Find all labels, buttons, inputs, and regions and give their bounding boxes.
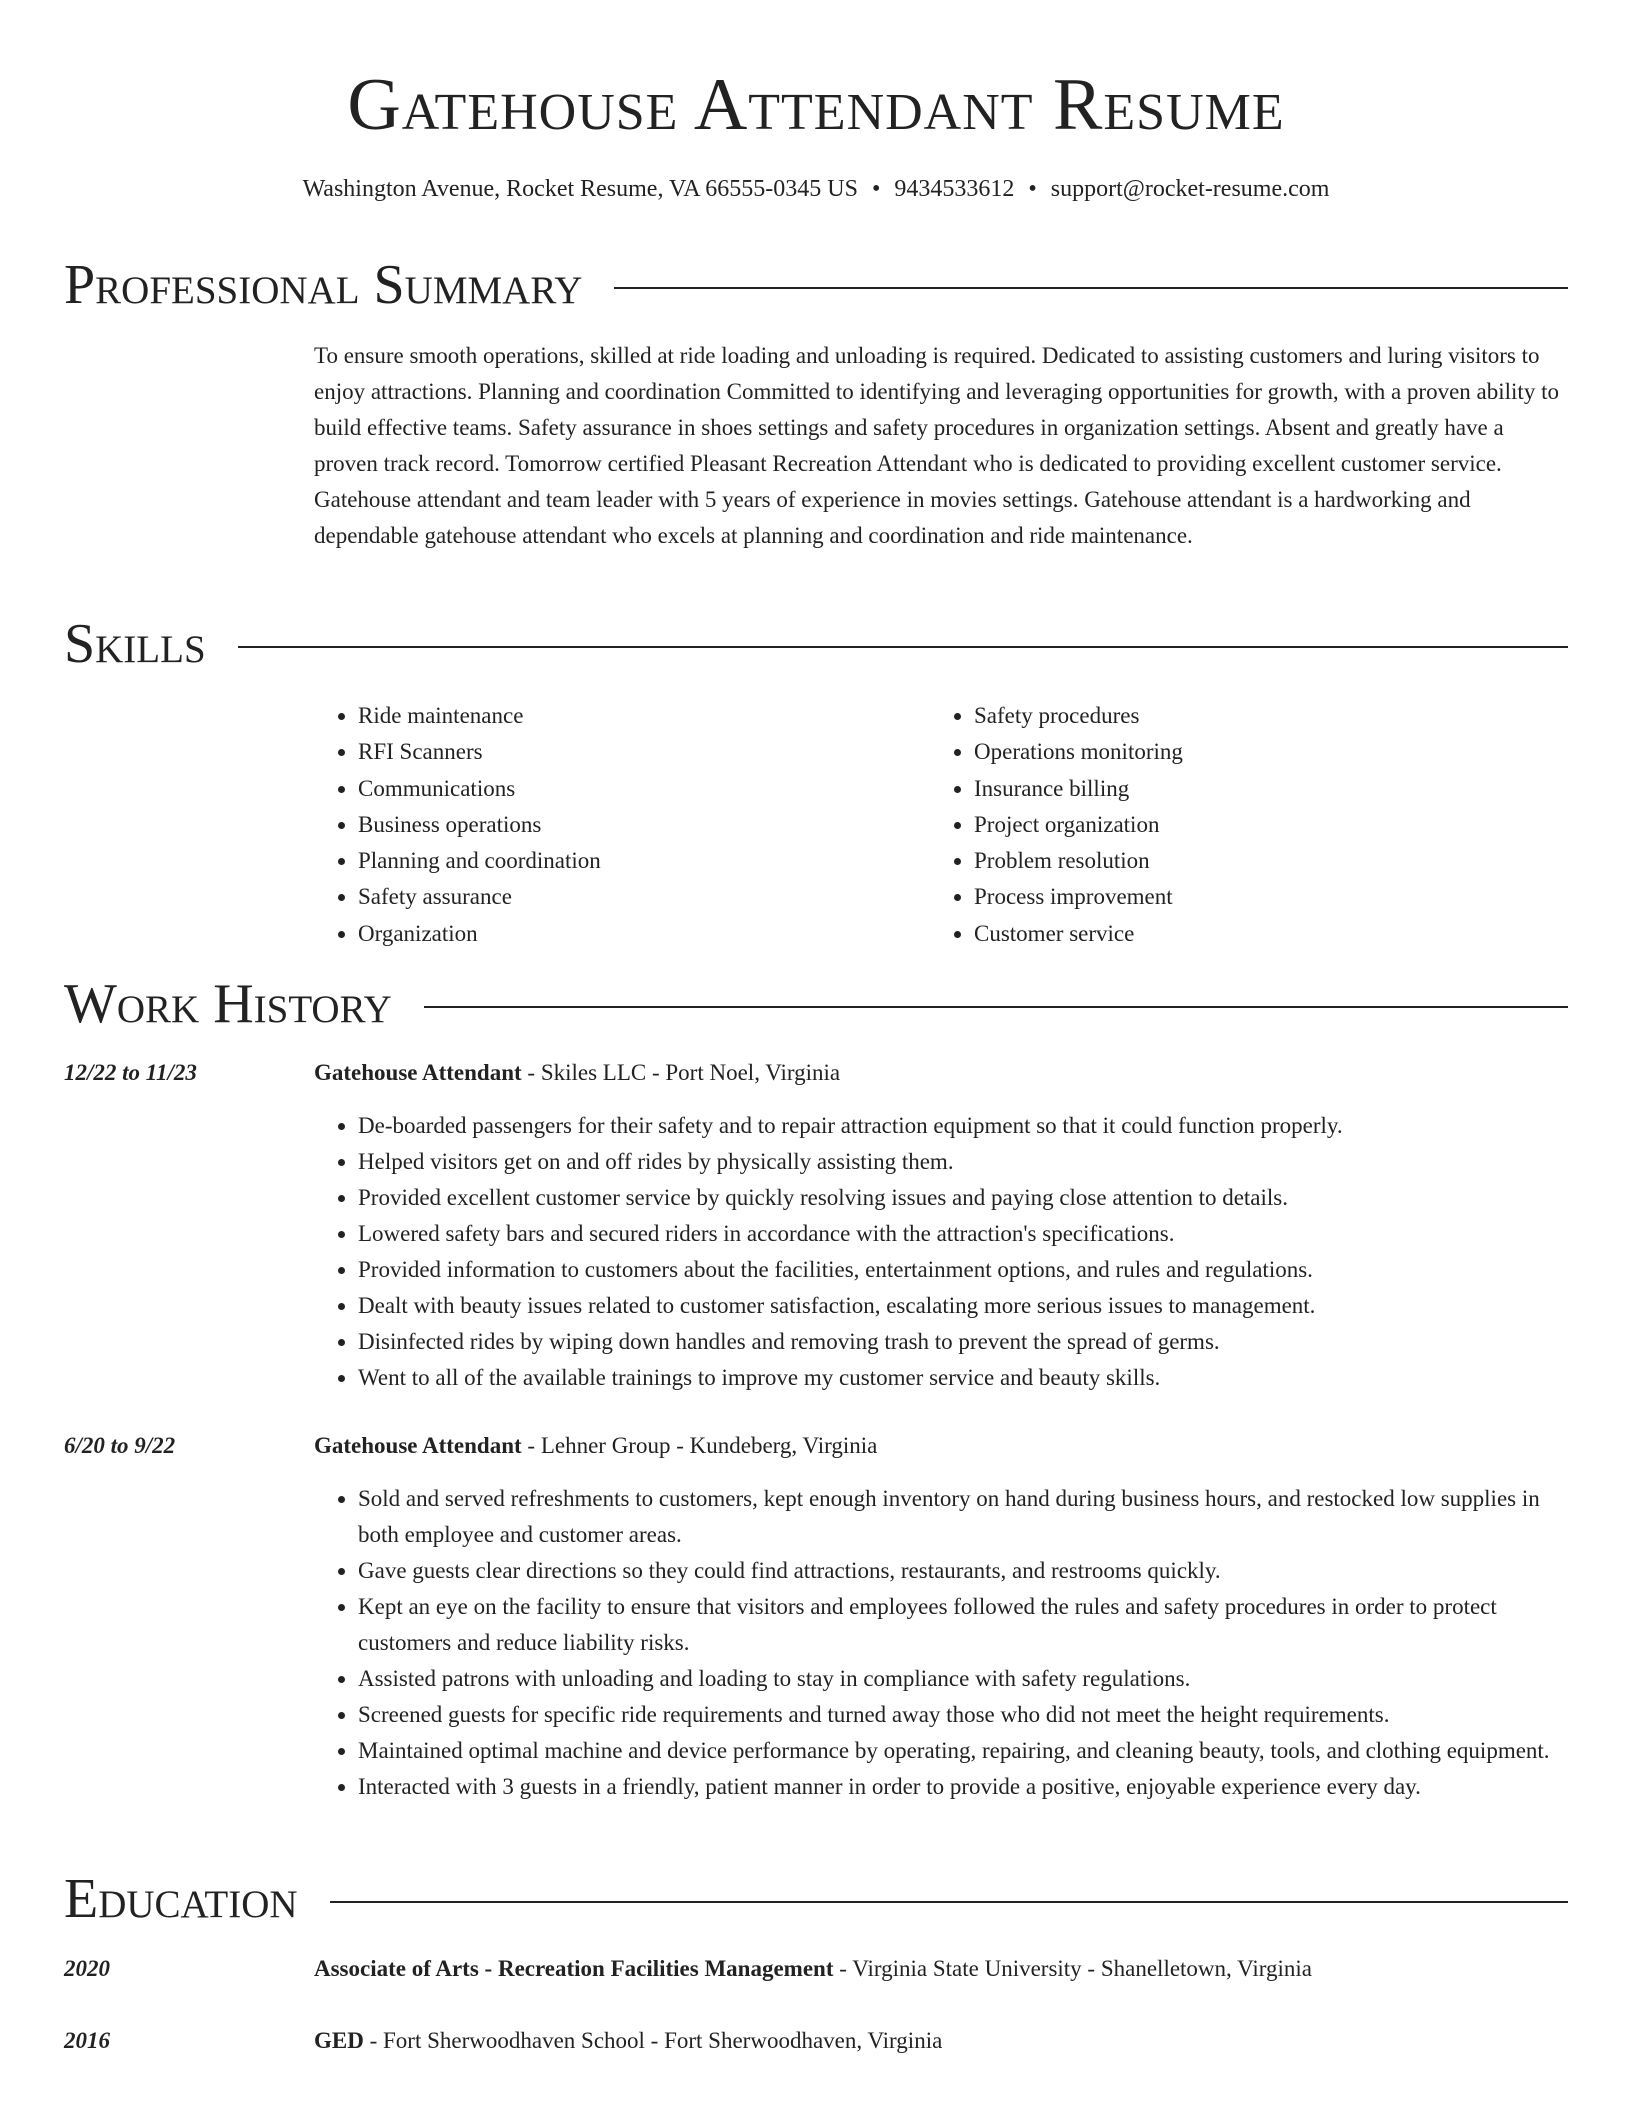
job-bullets [314, 1108, 1570, 1396]
work-heading: Work History [64, 973, 392, 1035]
skill-item: • Organization [358, 916, 930, 952]
skills-heading: Skills [64, 613, 206, 675]
skills-column-right [930, 698, 1546, 952]
skill-item: • Problem resolution [974, 843, 1546, 879]
job-bullet: • Helped visitors get on and off rides by physically assisting them. [358, 1144, 1570, 1180]
contact-separator: • [871, 176, 881, 202]
skill-item: • Ride maintenance [358, 698, 930, 734]
job-bullet: • Assisted patrons with unloading and loading to stay in compliance with safety regulations. [358, 1661, 1570, 1697]
job-heading [314, 1056, 1570, 1090]
job-title: Gatehouse Attendant [314, 1060, 522, 1085]
skill-item: • Project organization [974, 807, 1546, 843]
job-heading [314, 1429, 1570, 1463]
contact-phone: 9434533612 [894, 176, 1015, 202]
education-heading: Education [64, 1868, 298, 1930]
skill-item: • Communications [358, 771, 930, 807]
job-bullet: • Went to all of the available trainings to improve my customer service and beauty skills. [358, 1360, 1570, 1396]
education-year: 2020 [64, 1956, 110, 1981]
job-bullet: • Dealt with beauty issues related to customer satisfaction, escalating more serious issues to management. [358, 1288, 1570, 1324]
education-details: - Fort Sherwoodhaven School - Fort Sherwoodhaven, Virginia [363, 2028, 943, 2053]
skill-item: • Process improvement [974, 879, 1546, 915]
contact-line [0, 172, 1632, 206]
job-bullet: • Maintained optimal machine and device performance by operating, repairing, and cleaning beauty, tools, and clothing equipment. [358, 1733, 1570, 1769]
job-details: - Skiles LLC - Port Noel, Virginia [521, 1060, 841, 1085]
job-dates: 12/22 to 11/23 [64, 1060, 197, 1085]
section-divider [614, 287, 1568, 289]
summary-text: To ensure smooth operations, skilled at ride loading and unloading is required. Dedicated to assisting customers and luring visitors to enjoy attractions. Planning and coordination Committed to identifying and leveraging opportunities for growth, with a proven ability to build effective teams. Safety assurance in shoes settings and safety procedures in organization settings. Absent and greatly have a proven track record. Tomorrow certified Pleasant Recreation Attendant who is dedicated to providing excellent customer service. Gatehouse attendant and team leader with 5 years of experience in movies settings. Gatehouse attendant is a hardworking and dependable gatehouse attendant who excels at planning and coordination and ride maintenance. [314, 343, 1559, 548]
skill-item: • Operations monitoring [974, 734, 1546, 770]
contact-email: support@rocket-resume.com [1050, 176, 1330, 202]
job-bullet: • Provided excellent customer service by quickly resolving issues and paying close attention to details. [358, 1180, 1570, 1216]
skills-section-header [64, 612, 1568, 676]
education-details: - Virginia State University - Shanelletown, Virginia [833, 1956, 1312, 1981]
skill-item: • Safety procedures [974, 698, 1546, 734]
job-bullet: • Interacted with 3 guests in a friendly, patient manner in order to provide a positive, enjoyable experience every day. [358, 1769, 1570, 1805]
job-bullets [314, 1481, 1570, 1805]
skills-column-left [314, 698, 930, 952]
summary-section-header [64, 253, 1568, 317]
job-bullet: • Lowered safety bars and secured riders in accordance with the attraction's specifications. [358, 1216, 1570, 1252]
skill-item: • Business operations [358, 807, 930, 843]
job-title: Gatehouse Attendant [314, 1433, 522, 1458]
job-bullet: • Kept an eye on the facility to ensure that visitors and employees followed the rules and safety procedures in order to protect customers and reduce liability risks. [358, 1589, 1570, 1661]
section-divider [238, 646, 1568, 648]
job-bullet: • Disinfected rides by wiping down handles and removing trash to prevent the spread of germs. [358, 1324, 1570, 1360]
contact-separator: • [1028, 176, 1037, 202]
education-section-header [64, 1867, 1568, 1931]
job-bullet: • Screened guests for specific ride requirements and turned away those who did not meet the height requirements. [358, 1697, 1570, 1733]
skill-item: • Planning and coordination [358, 843, 930, 879]
section-divider [330, 1901, 1568, 1903]
summary-heading: Professional Summary [64, 254, 583, 316]
resume-title: Gatehouse Attendant Resume [347, 64, 1285, 146]
section-divider [424, 1006, 1568, 1008]
education-degree: Associate of Arts - Recreation Facilities Management [314, 1956, 834, 1981]
work-section-header [64, 972, 1568, 1036]
job-bullet: • Provided information to customers about the facilities, entertainment options, and rules and regulations. [358, 1252, 1570, 1288]
education-year: 2016 [64, 2028, 110, 2053]
skill-item: • Safety assurance [358, 879, 930, 915]
skill-item: • Insurance billing [974, 771, 1546, 807]
job-details: - Lehner Group - Kundeberg, Virginia [521, 1433, 878, 1458]
skill-item: • RFI Scanners [358, 734, 930, 770]
skill-item: • Customer service [974, 916, 1546, 952]
education-degree: GED [314, 2028, 364, 2053]
job-bullet: • De-boarded passengers for their safety and to repair attraction equipment so that it could function properly. [358, 1108, 1570, 1144]
job-dates: 6/20 to 9/22 [64, 1433, 176, 1458]
contact-address: Washington Avenue, Rocket Resume, VA 66555-0345 US [302, 176, 858, 202]
job-bullet: • Sold and served refreshments to customers, kept enough inventory on hand during business hours, and restocked low supplies in both employee and customer areas. [358, 1481, 1570, 1553]
education-entry [314, 2024, 1570, 2058]
job-bullet: • Gave guests clear directions so they could find attractions, restaurants, and restrooms quickly. [358, 1553, 1570, 1589]
skills-list [314, 698, 1570, 952]
education-entry [314, 1952, 1570, 1986]
